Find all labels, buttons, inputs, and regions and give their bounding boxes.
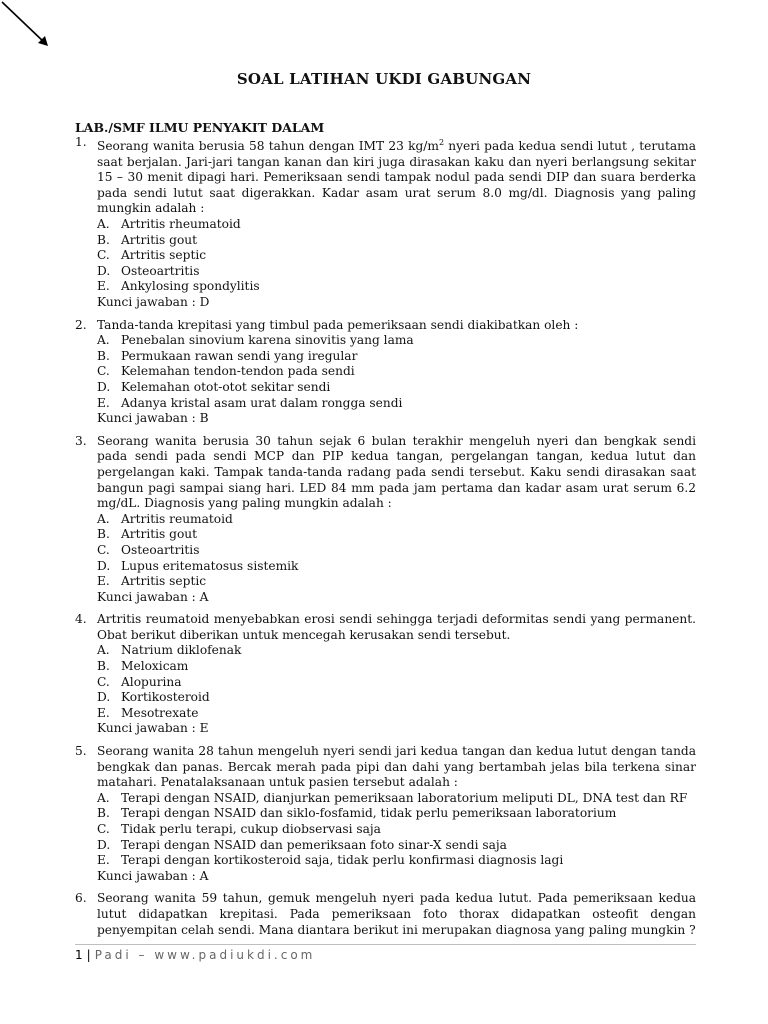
option-d: D. Terapi dengan NSAID dan pemeriksaan foto sinar-X sendi saja bbox=[97, 837, 507, 852]
question-number: 6. bbox=[75, 891, 87, 906]
option-c: C. Osteoartritis bbox=[97, 542, 200, 557]
option-e: E. Adanya kristal asam urat dalam rongga sendi bbox=[97, 395, 403, 410]
question-list bbox=[75, 135, 696, 945]
option-e: E. Artritis septic bbox=[97, 574, 207, 589]
question-stem: Seorang wanita 59 tahun, gemuk mengeluh nyeri pada kedua lutut. Pada pemeriksaan kedua lutut didapatkan krepitasi. Pada pemeriksaan foto thorax didapatkan osteofit dengan penyempitan celah sendi. Mana diantara berikut ini merupakan diagnosa yang paling mungkin ? bbox=[97, 891, 696, 937]
option-a: A. Penebalan sinovium karena sinovitis yang lama bbox=[97, 333, 414, 348]
question-number: 5. bbox=[75, 744, 87, 759]
option-c: C. Artritis septic bbox=[97, 248, 207, 263]
question-number: 3. bbox=[75, 433, 87, 448]
question-1 bbox=[75, 135, 696, 311]
answer-key: Kunci jawaban : A bbox=[97, 589, 209, 604]
option-d: D. Lupus eritematosus sistemik bbox=[97, 558, 299, 573]
page-footer bbox=[75, 948, 315, 962]
question-stem: Artritis reumatoid menyebabkan erosi sendi sehingga terjadi deformitas sendi yang permanent. Obat berikut diberikan untuk mencegah kerusakan sendi tersebut. bbox=[97, 612, 696, 642]
question-number: 1. bbox=[75, 135, 87, 149]
option-c: C. Tidak perlu terapi, cukup diobservasi saja bbox=[97, 822, 381, 836]
question-5 bbox=[75, 744, 696, 884]
option-b: B. Artritis gout bbox=[97, 232, 198, 247]
answer-key: Kunci jawaban : A bbox=[97, 868, 209, 883]
question-4 bbox=[75, 612, 696, 737]
answer-key: Kunci jawaban : E bbox=[97, 721, 209, 736]
option-b: B. Terapi dengan NSAID dan siklo-fosfamid, tidak perlu pemeriksaan laboratorium bbox=[97, 806, 617, 821]
option-b: B. Permukaan rawan sendi yang iregular bbox=[97, 348, 358, 363]
option-a: A. Artritis rheumatoid bbox=[97, 217, 241, 232]
option-b: B. Meloxicam bbox=[97, 659, 189, 674]
answer-key: Kunci jawaban : B bbox=[97, 411, 209, 426]
page-number: 1 bbox=[75, 948, 83, 962]
option-a: A. Natrium diklofenak bbox=[97, 643, 242, 658]
footer-divider bbox=[75, 944, 696, 945]
option-a: A. Terapi dengan NSAID, dianjurkan pemeriksaan laboratorium meliputi DL, DNA test dan RF bbox=[97, 790, 688, 805]
question-number: 4. bbox=[75, 612, 87, 627]
question-2 bbox=[75, 318, 696, 427]
option-e: E. Ankylosing spondylitis bbox=[97, 279, 260, 294]
option-d: D. Kelemahan otot-otot sekitar sendi bbox=[97, 379, 331, 394]
option-b: B. Artritis gout bbox=[97, 527, 198, 542]
option-a: A. Artritis reumatoid bbox=[97, 511, 233, 526]
option-e: E. Mesotrexate bbox=[97, 705, 199, 720]
footer-site: Padi – www.padiukdi.com bbox=[94, 948, 316, 962]
page-title: SOAL LATIHAN UKDI GABUNGAN bbox=[236, 70, 532, 88]
question-stem: Seorang wanita berusia 58 tahun dengan IMT 23 $kg/m^2$ nyeri pada kedua sendi lutut , terutama saat berjalan. Jari-jari tangan kanan dan kiri juga dirasakan kaku dan nyeri berlangsung sekitar 15 – 30 menit dipagi hari. Pemeriksaan sendi tampak nodul pada sendi DIP dan suara berderka pada sendi lutut saat digerakkan. Kadar asam urat serum 8.0 mg/dl. Diagnosis yang paling mungkin adalah : bbox=[97, 138, 696, 216]
arrow-mark bbox=[0, 0, 60, 60]
footer-separator: | bbox=[86, 948, 91, 962]
question-number: 2. bbox=[75, 317, 87, 332]
question-stem: Seorang wanita 28 tahun mengeluh nyeri sendi jari kedua tangan dan kedua lutut dengan tanda bengkak dan panas. Bercak merah pada pipi dan dahi yang bertambah jelas bila terkena sinar matahari. Penatalaksanaan untuk pasien tersebut adalah : bbox=[97, 744, 696, 790]
question-stem: Tanda-tanda krepitasi yang timbul pada pemeriksaan sendi diakibatkan oleh : bbox=[97, 317, 579, 332]
option-c: C. Alopurina bbox=[97, 674, 182, 689]
question-3 bbox=[75, 434, 696, 606]
section-heading: LAB./SMF ILMU PENYAKIT DALAM bbox=[75, 120, 325, 135]
option-e: E. Terapi dengan kortikosteroid saja, tidak perlu konfirmasi diagnosis lagi bbox=[97, 853, 564, 868]
option-d: D. Kortikosteroid bbox=[97, 690, 210, 705]
option-c: C. Kelemahan tendon-tendon pada sendi bbox=[97, 364, 355, 379]
question-stem: Seorang wanita berusia 30 tahun sejak 6 bulan terakhir mengeluh nyeri dan bengkak sendi pada sendi pada sendi MCP dan PIP kedua tangan, pergelangan tangan, kedua lutut dan pergelangan kaki. Tampak tanda-tanda radang pada sendi tersebut. Kaku sendi dirasakan saat bangun pagi sampai siang hari. LED 84 mm pada jam pertama dan kadar asam urat serum 6.2 mg/dL. Diagnosis yang paling mungkin adalah : bbox=[97, 433, 696, 511]
answer-key: Kunci jawaban : D bbox=[97, 295, 210, 309]
option-d: D. Osteoartritis bbox=[97, 263, 200, 278]
question-6 bbox=[75, 891, 696, 938]
